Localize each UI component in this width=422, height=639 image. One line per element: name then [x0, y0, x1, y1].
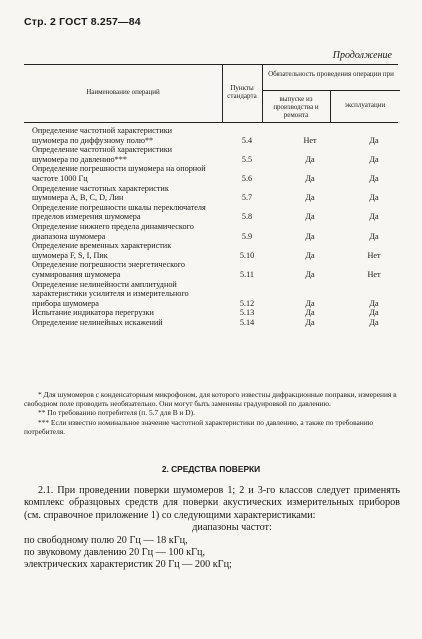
table-row: Определение погрешности шумомера на опорной частоте 1000 Гц 5.6 Да Да: [32, 164, 379, 183]
section-title: 2. СРЕДСТВА ПОВЕРКИ: [161, 464, 261, 474]
table-row: Испытание индикатора перегрузки 5.13 Да Да: [32, 308, 379, 318]
page-header: Стр. 2 ГОСТ 8.257—84: [24, 16, 141, 28]
range-line: электрических характеристик 20 Гц — 200 кГц;: [24, 559, 232, 571]
table-row: Определение нелинейных искажений 5.14 Да Да: [32, 317, 379, 327]
table-row: Определение погрешности энергетического суммирования шумомера 5.11 Да Нет: [32, 260, 381, 279]
operations-table: [24, 126, 400, 327]
range-line: по свободному полю 20 Гц — 18 кГц,: [24, 534, 188, 546]
ranges-title: диапазоны частот:: [192, 522, 272, 534]
footnotes: [24, 390, 400, 436]
table-row: Определение частотной характеристики шумомера по диффузному полю** 5.4 Нет Да: [32, 126, 379, 145]
column-header-clause: Пункты стандарта: [227, 84, 257, 100]
table-header-rule: [24, 122, 398, 123]
footnote: * Для шумомеров с конденсаторным микрофоном, для которого известны дифракционные поправки, измерения в свободном поле проводить необязательно. Они могут быть заменены градуировкой по давлению.: [24, 390, 397, 409]
column-header-required: Обязательность проведения операции при: [268, 70, 394, 78]
table-row: Определение погрешности шкалы переключателя пределов измерения шумомера 5.8 Да Да: [32, 202, 379, 222]
table-subheader-rule: [262, 90, 400, 91]
continuation-label: Продолжение: [332, 50, 392, 61]
footnote: ** По требованию потребителя (п. 5.7 для B и D).: [38, 408, 195, 418]
range-line: по звуковому давлению 20 Гц — 100 кГц,: [24, 547, 205, 559]
column-header-use: эксплуатации: [344, 101, 386, 109]
body-text: [24, 485, 400, 572]
table-row: Определение частотных характеристик шумомера A, B, C, D, Лин 5.7 Да Да: [32, 183, 379, 203]
table-row: Определение временных характеристик шумомера F, S, I, Пик 5.10 Да Нет: [32, 241, 381, 260]
table-row: Определение нижнего предела динамического диапазона шумомера 5.9 Да Да: [32, 221, 379, 241]
table-top-rule: [24, 64, 398, 65]
table-row: Определение частотной характеристики шумомера по давлению*** 5.5 Да Да: [32, 145, 379, 164]
table-row: Определение нелинейности амплитудной характеристики усилителя и измерительного прибора шумомера 5.12 Да Да: [32, 279, 379, 308]
column-header-operation: Наименование операций: [86, 88, 160, 96]
paragraph: 2.1. При проведении поверки шумомеров 1; 2 и 3-го классов следует применять комплекс образцовых средств для поверки акустических измерительных приборов (см. справочное приложение 1) со следующими характеристиками:: [24, 485, 400, 521]
footnote: *** Если известно номинальное значение частотной характеристики по давлению, а также по требованию потребителя.: [24, 417, 374, 436]
column-header-release: выпуске из производства и ремонта: [273, 95, 319, 119]
